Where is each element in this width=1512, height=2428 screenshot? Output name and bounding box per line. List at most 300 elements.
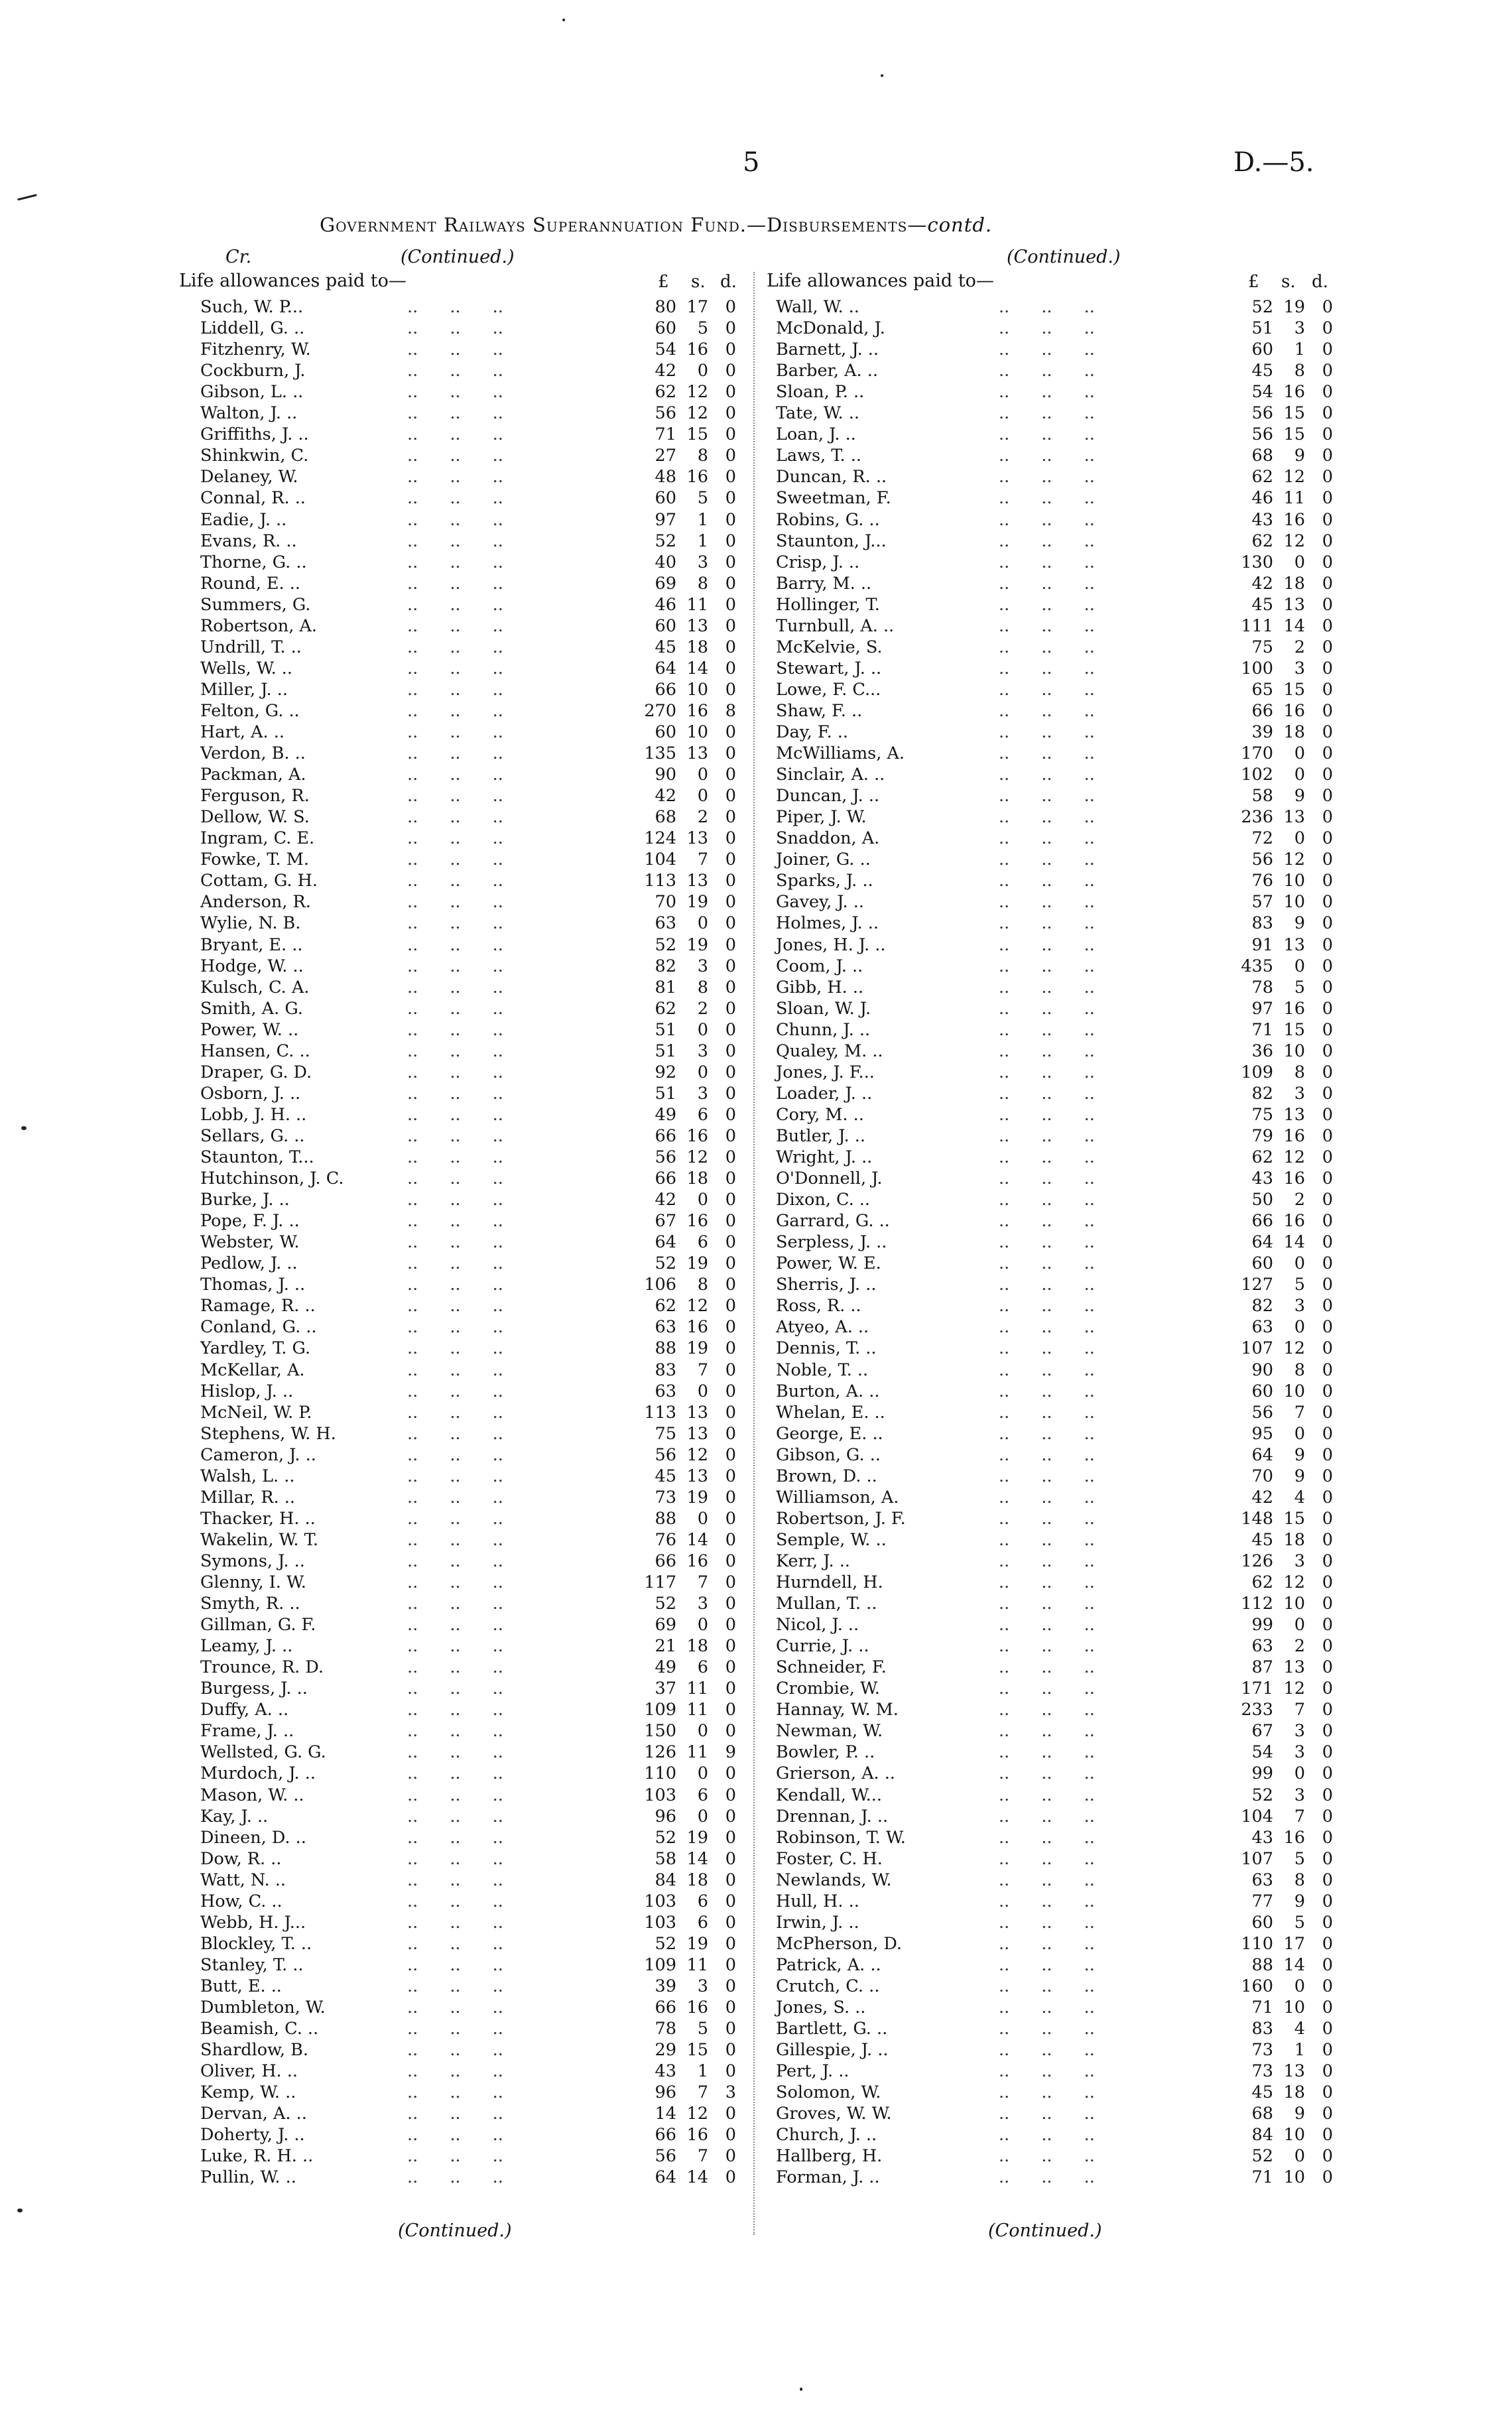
payee-name: Tate, W. .. xyxy=(776,403,859,424)
payee-name: Jones, S. .. xyxy=(776,1998,866,2017)
amount-pence: 0 xyxy=(1322,1954,1333,1975)
leader-dots: .. .. .. xyxy=(999,1721,1095,1742)
right-continued-bottom: (Continued.) xyxy=(988,2220,1102,2241)
payee-name: Stephens, W. H. xyxy=(200,1423,336,1444)
payee-name: Thomas, J. .. xyxy=(200,1275,306,1295)
leader-dots: .. .. .. xyxy=(999,2061,1095,2082)
amount-pounds: 52 xyxy=(655,1827,676,1848)
payee-name: Wells, W. .. xyxy=(200,658,293,678)
amount-pence: 0 xyxy=(725,1104,736,1125)
leader-dots: .. .. .. xyxy=(407,1275,503,1295)
table-row xyxy=(776,999,1340,1020)
leader-dots: .. .. .. xyxy=(999,722,1095,742)
payee-name: Brown, D. .. xyxy=(776,1466,877,1486)
payee-name: Dervan, A. .. xyxy=(200,2104,307,2124)
amount-pounds: 60 xyxy=(1251,1253,1273,1274)
amount-pence: 0 xyxy=(725,1657,736,1678)
amount-shillings: 13 xyxy=(1283,2061,1305,2082)
table-row xyxy=(776,1615,1340,1636)
amount-shillings: 9 xyxy=(1294,913,1305,934)
amount-shillings: 0 xyxy=(697,1806,708,1826)
amount-shillings: 3 xyxy=(1294,658,1305,678)
amount-pounds: 43 xyxy=(1251,1169,1273,1189)
amount-shillings: 2 xyxy=(1294,1636,1305,1657)
left-side-label: Cr. xyxy=(225,247,252,267)
amount-shillings: 10 xyxy=(1283,2167,1305,2188)
amount-pence: 0 xyxy=(725,1529,736,1550)
amount-shillings: 16 xyxy=(686,340,708,360)
table-row xyxy=(776,1062,1340,1084)
leader-dots: .. .. .. xyxy=(407,1508,503,1529)
leader-dots: .. .. .. xyxy=(407,1402,503,1423)
leader-dots: .. .. .. xyxy=(999,1211,1095,1232)
table-row xyxy=(776,1551,1340,1572)
leader-dots: .. .. .. xyxy=(999,1679,1095,1699)
leader-dots: .. .. .. xyxy=(407,318,503,339)
amount-pence: 0 xyxy=(1322,446,1333,466)
table-row xyxy=(776,467,1340,488)
amount-pence: 0 xyxy=(725,871,736,891)
payee-name: Glenny, I. W. xyxy=(200,1572,306,1592)
table-row xyxy=(776,1381,1340,1403)
amount-pounds: 103 xyxy=(644,1891,676,1911)
amount-pence: 0 xyxy=(1322,850,1333,870)
payee-name: Delaney, W. xyxy=(200,467,298,487)
leader-dots: .. .. .. xyxy=(999,1083,1095,1104)
amount-pounds: 148 xyxy=(1241,1508,1273,1529)
leader-dots: .. .. .. xyxy=(999,1423,1095,1444)
scan-speck xyxy=(21,1126,27,1130)
amount-pounds: 60 xyxy=(655,615,676,636)
leader-dots: .. .. .. xyxy=(999,828,1095,849)
amount-shillings: 12 xyxy=(686,403,708,424)
table-row xyxy=(776,1041,1340,1062)
payee-name: Robertson, J. F. xyxy=(776,1508,906,1529)
right-continued-top: (Continued.) xyxy=(1007,247,1121,267)
amount-pounds: 62 xyxy=(1251,1572,1273,1592)
amount-pounds: 37 xyxy=(655,1679,676,1699)
payee-name: Garrard, G. .. xyxy=(776,1211,890,1232)
amount-shillings: 19 xyxy=(686,1338,708,1359)
amount-pence: 0 xyxy=(1322,2104,1333,2124)
leader-dots: .. .. .. xyxy=(407,2146,503,2167)
payee-name: Trounce, R. D. xyxy=(200,1657,324,1678)
leader-dots: .. .. .. xyxy=(407,446,503,466)
payee-name: Irwin, J. .. xyxy=(776,1912,859,1933)
leader-dots: .. .. .. xyxy=(407,2104,503,2124)
table-row xyxy=(776,1020,1340,1041)
amount-pounds: 171 xyxy=(1241,1679,1273,1699)
payee-name: Joiner, G. .. xyxy=(776,850,871,870)
table-row xyxy=(200,2146,751,2167)
leader-dots: .. .. .. xyxy=(999,1125,1095,1146)
amount-pounds: 60 xyxy=(1251,1912,1273,1933)
payee-name: Ramage, R. .. xyxy=(200,1296,316,1316)
payee-name: Newman, W. xyxy=(776,1721,883,1742)
payee-name: Hansen, C. .. xyxy=(200,1041,310,1061)
table-row xyxy=(776,913,1340,934)
amount-pounds: 67 xyxy=(1251,1721,1273,1742)
amount-shillings: 3 xyxy=(1294,318,1305,339)
table-row xyxy=(776,807,1340,828)
amount-pounds: 62 xyxy=(655,382,676,403)
leader-dots: .. .. .. xyxy=(407,722,503,742)
amount-pounds: 50 xyxy=(1251,1190,1273,1210)
leader-dots: .. .. .. xyxy=(407,361,503,381)
amount-shillings: 16 xyxy=(686,1551,708,1571)
leader-dots: .. .. .. xyxy=(407,1083,503,1104)
leader-dots: .. .. .. xyxy=(407,1954,503,1975)
table-row xyxy=(200,552,751,574)
table-row xyxy=(776,403,1340,424)
amount-pounds: 52 xyxy=(655,1594,676,1614)
right-unit-shillings: s. xyxy=(1281,272,1296,292)
amount-pounds: 60 xyxy=(655,722,676,742)
amount-shillings: 0 xyxy=(1294,743,1305,764)
amount-pounds: 435 xyxy=(1241,956,1273,976)
table-row xyxy=(200,828,751,850)
payee-name: George, E. .. xyxy=(776,1423,883,1444)
leader-dots: .. .. .. xyxy=(999,318,1095,339)
leader-dots: .. .. .. xyxy=(407,1190,503,1210)
payee-name: Crisp, J. .. xyxy=(776,552,860,572)
table-row xyxy=(200,978,751,999)
amount-shillings: 0 xyxy=(1294,1423,1305,1444)
amount-shillings: 3 xyxy=(1294,1721,1305,1742)
leader-dots: .. .. .. xyxy=(407,1317,503,1338)
table-row xyxy=(200,488,751,509)
amount-shillings: 14 xyxy=(686,658,708,678)
leader-dots: .. .. .. xyxy=(999,1317,1095,1338)
payee-name: Wylie, N. B. xyxy=(200,913,301,934)
table-row xyxy=(200,1891,751,1913)
amount-pounds: 99 xyxy=(1251,1763,1273,1784)
amount-shillings: 9 xyxy=(1294,2104,1305,2124)
payee-name: Cameron, J. .. xyxy=(200,1444,316,1465)
leader-dots: .. .. .. xyxy=(407,1253,503,1274)
amount-pence: 0 xyxy=(1322,1169,1333,1189)
amount-pence: 0 xyxy=(1322,1296,1333,1316)
amount-pence: 0 xyxy=(1322,2146,1333,2167)
amount-pounds: 113 xyxy=(644,871,676,891)
table-row xyxy=(200,510,751,531)
table-row xyxy=(200,1530,751,1551)
leader-dots: .. .. .. xyxy=(407,1827,503,1848)
table-row xyxy=(200,574,751,595)
amount-shillings: 13 xyxy=(686,1466,708,1486)
leader-dots: .. .. .. xyxy=(999,1381,1095,1401)
table-row xyxy=(776,531,1340,552)
table-row xyxy=(776,765,1340,786)
amount-shillings: 13 xyxy=(686,743,708,764)
amount-shillings: 10 xyxy=(686,722,708,742)
amount-pence: 3 xyxy=(725,2082,736,2103)
amount-shillings: 0 xyxy=(697,786,708,806)
table-row xyxy=(776,637,1340,659)
payee-name: Doherty, J. .. xyxy=(200,2125,305,2145)
amount-pounds: 58 xyxy=(1251,786,1273,806)
table-row xyxy=(200,1998,751,2019)
payee-name: Jones, J. F... xyxy=(776,1062,875,1082)
amount-pence: 0 xyxy=(1322,1402,1333,1423)
payee-name: Murdoch, J. .. xyxy=(200,1763,316,1784)
payee-name: Robins, G. .. xyxy=(776,509,880,530)
amount-shillings: 16 xyxy=(686,2125,708,2145)
amount-pounds: 236 xyxy=(1241,807,1273,828)
table-row xyxy=(776,1870,1340,1891)
payee-name: Conland, G. .. xyxy=(200,1317,317,1338)
amount-pounds: 62 xyxy=(655,1296,676,1316)
amount-pounds: 96 xyxy=(655,1806,676,1826)
leader-dots: .. .. .. xyxy=(999,743,1095,764)
amount-pence: 0 xyxy=(1322,743,1333,764)
amount-shillings: 13 xyxy=(686,828,708,849)
amount-pounds: 46 xyxy=(1251,488,1273,509)
amount-pence: 0 xyxy=(1322,2167,1333,2188)
leader-dots: .. .. .. xyxy=(407,1848,503,1869)
leader-dots: .. .. .. xyxy=(999,1190,1095,1210)
table-row xyxy=(776,1338,1340,1360)
amount-pence: 0 xyxy=(1322,1381,1333,1401)
table-row xyxy=(776,1785,1340,1807)
amount-shillings: 6 xyxy=(697,1891,708,1911)
amount-pence: 0 xyxy=(1322,1104,1333,1125)
amount-shillings: 0 xyxy=(1294,828,1305,849)
table-row xyxy=(776,701,1340,722)
table-row xyxy=(200,1296,751,1317)
amount-pence: 0 xyxy=(725,1211,736,1232)
payee-name: Currie, J. .. xyxy=(776,1636,869,1657)
leader-dots: .. .. .. xyxy=(407,1529,503,1550)
amount-shillings: 12 xyxy=(1283,1679,1305,1699)
amount-pounds: 40 xyxy=(655,552,676,572)
right-unit-pounds: £ xyxy=(1248,272,1259,292)
amount-pounds: 52 xyxy=(655,1253,676,1274)
amount-pence: 0 xyxy=(1322,892,1333,913)
amount-pence: 0 xyxy=(1322,1998,1333,2017)
amount-pence: 0 xyxy=(725,552,736,572)
payee-name: Williamson, A. xyxy=(776,1487,899,1507)
page-number: 5 xyxy=(743,147,760,178)
table-row xyxy=(776,1657,1340,1679)
amount-shillings: 18 xyxy=(1283,1529,1305,1550)
amount-pence: 0 xyxy=(1322,340,1333,360)
title-suffix: contd. xyxy=(927,214,993,236)
amount-pounds: 57 xyxy=(1251,892,1273,913)
table-row xyxy=(776,786,1340,807)
payee-name: Hollinger, T. xyxy=(776,594,880,615)
left-unit-pounds: £ xyxy=(658,272,669,292)
leader-dots: .. .. .. xyxy=(999,1700,1095,1720)
amount-shillings: 7 xyxy=(697,850,708,870)
table-row xyxy=(776,361,1340,382)
amount-pounds: 42 xyxy=(655,1190,676,1210)
payee-name: Solomon, W. xyxy=(776,2082,881,2103)
payee-name: Pedlow, J. .. xyxy=(200,1253,298,1274)
leader-dots: .. .. .. xyxy=(407,956,503,976)
payee-name: Eadie, J. .. xyxy=(200,509,287,530)
amount-pence: 0 xyxy=(1322,1211,1333,1232)
amount-pence: 0 xyxy=(1322,2061,1333,2082)
amount-pounds: 39 xyxy=(1251,722,1273,742)
left-unit-pence: d. xyxy=(720,272,737,292)
left-unit-shillings: s. xyxy=(691,272,706,292)
amount-shillings: 1 xyxy=(697,509,708,530)
payee-name: Ingram, C. E. xyxy=(200,828,315,849)
payee-name: Butt, E. .. xyxy=(200,1976,282,1996)
table-row xyxy=(200,913,751,934)
leader-dots: .. .. .. xyxy=(999,765,1095,785)
amount-shillings: 8 xyxy=(697,977,708,997)
leader-dots: .. .. .. xyxy=(407,2125,503,2145)
leader-dots: .. .. .. xyxy=(407,977,503,997)
table-row xyxy=(776,1509,1340,1530)
leader-dots: .. .. .. xyxy=(999,2125,1095,2145)
amount-pounds: 83 xyxy=(1251,913,1273,934)
payee-name: Frame, J. .. xyxy=(200,1721,294,1742)
payee-name: Jones, H. J. .. xyxy=(776,934,886,955)
amount-shillings: 11 xyxy=(686,1742,708,1763)
amount-shillings: 19 xyxy=(1283,297,1305,317)
amount-pounds: 170 xyxy=(1241,743,1273,764)
leader-dots: .. .. .. xyxy=(999,1912,1095,1933)
table-row xyxy=(200,382,751,403)
leader-dots: .. .. .. xyxy=(999,637,1095,657)
payee-name: Forman, J. .. xyxy=(776,2167,880,2188)
payee-name: Atyeo, A. .. xyxy=(776,1317,869,1338)
table-row xyxy=(776,1360,1340,1381)
leader-dots: .. .. .. xyxy=(999,403,1095,424)
left-continued-top: (Continued.) xyxy=(401,247,515,267)
amount-pence: 0 xyxy=(725,1572,736,1592)
payee-name: Kemp, W. .. xyxy=(200,2082,296,2103)
payee-name: Church, J. .. xyxy=(776,2125,877,2145)
amount-shillings: 4 xyxy=(1294,1487,1305,1507)
leader-dots: .. .. .. xyxy=(407,828,503,849)
amount-pence: 0 xyxy=(725,1360,736,1380)
amount-pence: 0 xyxy=(1322,509,1333,530)
amount-pounds: 43 xyxy=(1251,1827,1273,1848)
amount-pounds: 95 xyxy=(1251,1423,1273,1444)
amount-pence: 0 xyxy=(1322,403,1333,424)
payee-name: Burton, A. .. xyxy=(776,1381,880,1401)
table-row xyxy=(200,1169,751,1190)
table-row xyxy=(776,318,1340,340)
leader-dots: .. .. .. xyxy=(407,382,503,403)
amount-shillings: 7 xyxy=(1294,1806,1305,1826)
amount-pounds: 109 xyxy=(1241,1062,1273,1082)
table-row xyxy=(776,1466,1340,1488)
amount-pence: 0 xyxy=(725,1700,736,1720)
leader-dots: .. .. .. xyxy=(407,892,503,913)
amount-pence: 0 xyxy=(725,2146,736,2167)
amount-pence: 0 xyxy=(1322,1147,1333,1167)
payee-name: Gibson, G. .. xyxy=(776,1444,881,1465)
table-row xyxy=(776,2019,1340,2040)
amount-shillings: 2 xyxy=(697,807,708,828)
payee-name: Sloan, P. .. xyxy=(776,382,865,403)
amount-pence: 0 xyxy=(1322,594,1333,615)
leader-dots: .. .. .. xyxy=(407,340,503,360)
amount-shillings: 11 xyxy=(686,1679,708,1699)
payee-name: Stewart, J. .. xyxy=(776,658,882,678)
amount-pounds: 66 xyxy=(655,1125,676,1146)
payee-name: Dixon, C. .. xyxy=(776,1190,870,1210)
payee-name: Duffy, A. .. xyxy=(200,1700,289,1720)
leader-dots: .. .. .. xyxy=(999,552,1095,572)
leader-dots: .. .. .. xyxy=(407,1721,503,1742)
table-row xyxy=(200,1041,751,1062)
amount-pence: 0 xyxy=(1322,722,1333,742)
amount-pence: 0 xyxy=(725,1381,736,1401)
amount-shillings: 15 xyxy=(686,424,708,445)
payee-name: Sinclair, A. .. xyxy=(776,765,885,785)
amount-pounds: 117 xyxy=(644,1572,676,1592)
leader-dots: .. .. .. xyxy=(999,1954,1095,1975)
table-row xyxy=(200,637,751,659)
payee-name: Hurndell, H. xyxy=(776,1572,883,1592)
amount-pence: 0 xyxy=(725,1083,736,1104)
table-row xyxy=(776,510,1340,531)
payee-name: Gibson, L. .. xyxy=(200,382,304,403)
leader-dots: .. .. .. xyxy=(407,637,503,657)
amount-pence: 0 xyxy=(1322,1529,1333,1550)
amount-pence: 0 xyxy=(725,828,736,849)
table-row xyxy=(200,1955,751,1976)
payee-name: Fowke, T. M. xyxy=(200,850,309,870)
amount-pounds: 160 xyxy=(1241,1976,1273,1996)
table-row xyxy=(776,382,1340,403)
amount-pounds: 109 xyxy=(644,1954,676,1975)
table-row xyxy=(776,978,1340,999)
payee-name: Yardley, T. G. xyxy=(200,1338,311,1359)
table-row xyxy=(200,701,751,722)
table-row xyxy=(200,2040,751,2061)
amount-shillings: 4 xyxy=(1294,2019,1305,2039)
amount-pounds: 99 xyxy=(1251,1615,1273,1635)
amount-shillings: 10 xyxy=(1283,1381,1305,1401)
payee-name: Nicol, J. .. xyxy=(776,1615,859,1635)
amount-shillings: 3 xyxy=(697,1594,708,1614)
table-row xyxy=(776,935,1340,956)
scan-mark xyxy=(17,194,37,200)
leader-dots: .. .. .. xyxy=(407,1125,503,1146)
amount-shillings: 18 xyxy=(686,1636,708,1657)
payee-name: Duncan, J. .. xyxy=(776,786,880,806)
leader-dots: .. .. .. xyxy=(407,700,503,721)
payee-name: Pullin, W. .. xyxy=(200,2167,296,2188)
column-divider xyxy=(753,272,755,2235)
table-row xyxy=(200,403,751,424)
table-row xyxy=(200,1849,751,1870)
amount-pence: 0 xyxy=(725,1636,736,1657)
amount-shillings: 7 xyxy=(1294,1700,1305,1720)
table-row xyxy=(200,1679,751,1700)
amount-pence: 0 xyxy=(725,382,736,403)
amount-shillings: 6 xyxy=(697,1912,708,1933)
table-row xyxy=(200,1466,751,1488)
amount-pence: 0 xyxy=(1322,1700,1333,1720)
amount-shillings: 12 xyxy=(686,382,708,403)
amount-pence: 0 xyxy=(1322,552,1333,572)
leader-dots: .. .. .. xyxy=(999,1551,1095,1571)
table-row xyxy=(776,1679,1340,1700)
table-row xyxy=(200,765,751,786)
table-row xyxy=(200,1488,751,1509)
amount-shillings: 17 xyxy=(1283,1933,1305,1954)
table-row xyxy=(200,1509,751,1530)
payee-name: Webb, H. J... xyxy=(200,1912,306,1933)
